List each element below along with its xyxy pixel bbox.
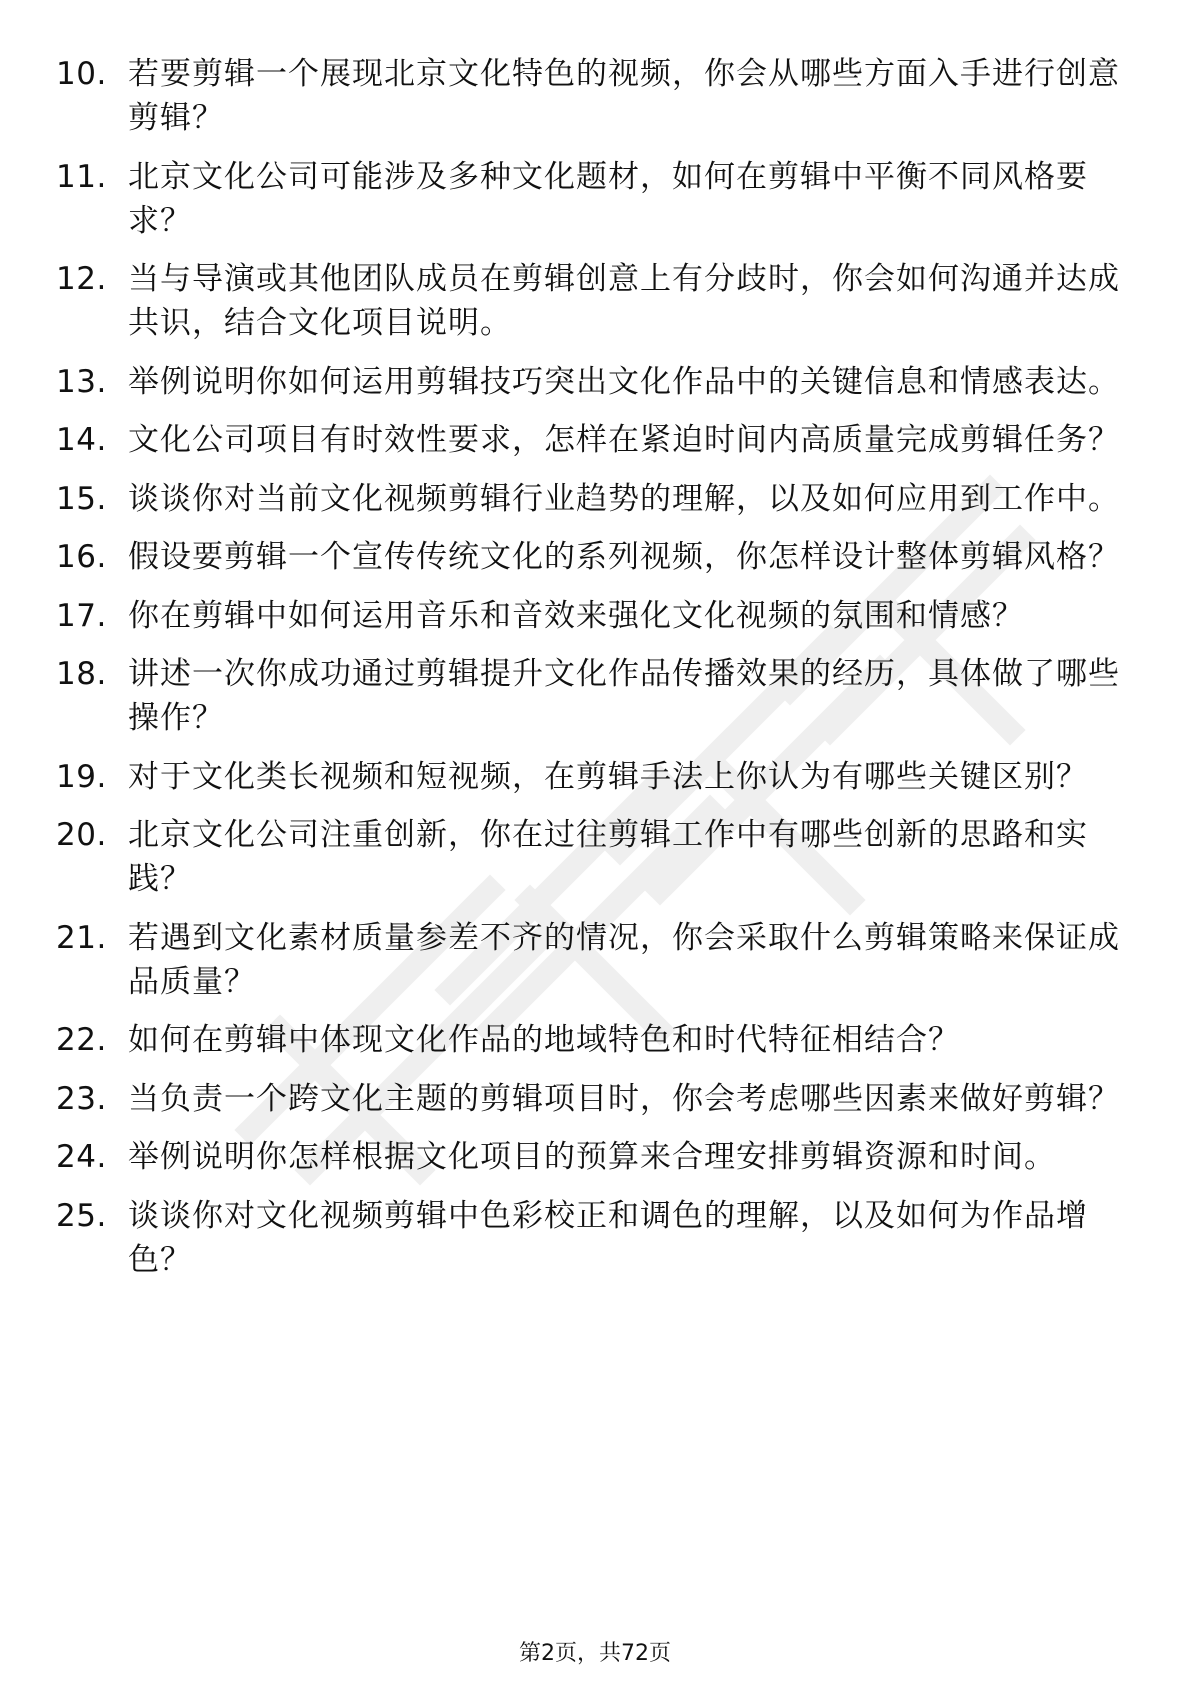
question-item (56, 813, 1136, 901)
question-number: 15. (56, 480, 107, 517)
question-item (56, 257, 1136, 345)
question-number: 18. (56, 656, 107, 692)
question-item (56, 1135, 1136, 1179)
question-text: 你在剪辑中如何运用音乐和音效来强化文化视频的氛围和情感？ (128, 597, 1024, 634)
question-item (56, 1018, 1136, 1062)
question-item (56, 477, 1136, 521)
question-number: 19. (56, 758, 107, 795)
question-item (56, 52, 1136, 140)
question-text: 当负责一个跨文化主题的剪辑项目时，你会考虑哪些因素来做好剪辑？ (128, 1080, 1120, 1117)
question-item (56, 360, 1136, 404)
question-item (56, 755, 1136, 799)
question-text: 文化公司项目有时效性要求，怎样在紧迫时间内高质量完成剪辑任务？ (128, 422, 1120, 458)
question-number: 11. (56, 158, 107, 195)
question-text: 如何在剪辑中体现文化作品的地域特色和时代特征相结合？ (128, 1022, 960, 1058)
question-text: 举例说明你如何运用剪辑技巧突出文化作品中的关键信息和情感表达。 (128, 363, 1120, 400)
question-text: 谈谈你对文化视频剪辑中色彩校正和调色的理解，以及如何为作品增色？ (128, 1197, 1088, 1278)
question-text: 讲述一次你成功通过剪辑提升文化作品传播效果的经历，具体做了哪些操作？ (128, 656, 1120, 736)
question-number: 16. (56, 539, 107, 575)
question-text: 若要剪辑一个展现北京文化特色的视频，你会从哪些方面入手进行创意剪辑？ (128, 56, 1120, 136)
question-text: 对于文化类长视频和短视频，在剪辑手法上你认为有哪些关键区别？ (128, 758, 1088, 795)
page-footer (0, 1640, 1190, 1668)
question-text: 北京文化公司可能涉及多种文化题材，如何在剪辑中平衡不同风格要求？ (128, 158, 1088, 239)
question-number: 12. (56, 261, 107, 297)
question-list (56, 52, 1136, 1296)
question-item (56, 418, 1136, 462)
question-item (56, 1077, 1136, 1121)
question-item (56, 535, 1136, 579)
question-number: 10. (56, 56, 107, 92)
question-number: 17. (56, 597, 107, 634)
question-number: 23. (56, 1080, 107, 1117)
question-item (56, 155, 1136, 243)
question-item (56, 652, 1136, 740)
question-text: 北京文化公司注重创新，你在过往剪辑工作中有哪些创新的思路和实践？ (128, 817, 1088, 897)
question-number: 20. (56, 817, 107, 853)
question-text: 假设要剪辑一个宣传传统文化的系列视频，你怎样设计整体剪辑风格？ (128, 539, 1120, 575)
question-number: 21. (56, 919, 107, 956)
question-number: 24. (56, 1139, 107, 1175)
page-number-label: 第2页，共72页 (519, 1641, 671, 1666)
question-item (56, 1194, 1136, 1282)
question-text: 举例说明你怎样根据文化项目的预算来合理安排剪辑资源和时间。 (128, 1139, 1056, 1175)
question-item (56, 594, 1136, 638)
question-number: 25. (56, 1197, 107, 1234)
question-text: 谈谈你对当前文化视频剪辑行业趋势的理解，以及如何应用到工作中。 (128, 480, 1120, 517)
question-number: 13. (56, 363, 107, 400)
question-number: 22. (56, 1022, 107, 1058)
question-text: 若遇到文化素材质量参差不齐的情况，你会采取什么剪辑策略来保证成品质量？ (128, 919, 1120, 1000)
question-item (56, 916, 1136, 1004)
question-text: 当与导演或其他团队成员在剪辑创意上有分歧时，你会如何沟通并达成共识，结合文化项目说明。 (128, 261, 1120, 341)
question-number: 14. (56, 422, 107, 458)
